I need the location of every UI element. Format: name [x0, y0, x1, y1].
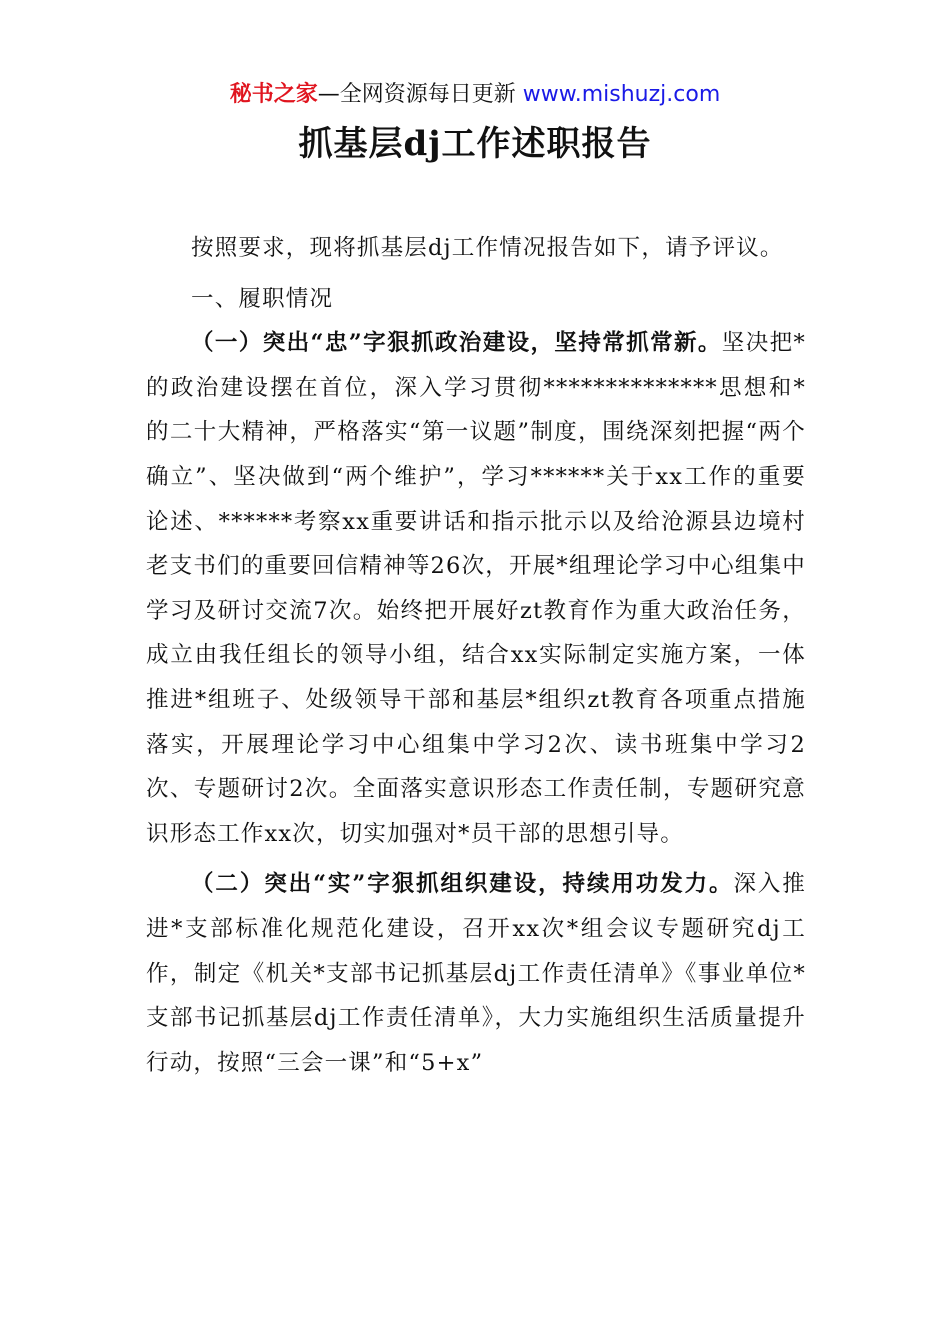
subsection-2 [146, 862, 806, 1085]
document-body [146, 226, 806, 1085]
intro-paragraph: 按照要求，现将抓基层dj工作情况报告如下，请予评议。 [191, 235, 784, 261]
subsection-2-heading: （二）突出“实”字狠抓组织建设，持续用功发力。 [191, 871, 734, 898]
banner-brand: 秘书之家 [229, 82, 318, 107]
document-title: 抓基层dj工作述职报告 [298, 124, 652, 164]
subsection-1-body: 坚决把*的政治建设摆在首位，深入学习贯彻**************思想和*的二十大精神，严格落实“第一议题”制度，围绕深刻把握“两个确立”、坚决做到“两个维护”，学习******关于xx工作的重要论述、******考察xx重要讲话和指示批示以及给沧源县边境村老支书们的重要回信精神等26次，开展*组理论学习中心组集中学习及研讨交流7次。始终把开展好zt教育作为重大政治任务，成立由我任组长的领导小组，结合xx实际制定实施方案，一体推进*组班子、处级领导干部和基层*组织zt教育各项重点措施落实，开展理论学习中心组集中学习2次、读书班集中学习2次、专题研讨2次。全面落实意识形态工作责任制，专题研究意识形态工作xx次，切实加强对*员干部的思想引导。 [146, 330, 806, 847]
banner-slogan: —全网资源每日更新 [317, 82, 516, 107]
site-banner [0, 80, 950, 110]
section-heading: 一、履职情况 [191, 285, 334, 312]
subsection-1 [146, 321, 806, 856]
subsection-2-body: 深入推进*支部标准化规范化建设，召开xx次*组会议专题研究dj工作，制定《机关*支部书记抓基层dj工作责任清单》《事业单位*支部书记抓基层dj工作责任清单》，大力实施组织生活质量提升行动，按照“三会一课”和“5+x” [146, 871, 806, 1076]
subsection-1-heading: （一）突出“忠”字狠抓政治建设，坚持常抓常新。 [191, 330, 722, 357]
banner-url-link[interactable]: www.mishuzj.com [522, 82, 721, 107]
